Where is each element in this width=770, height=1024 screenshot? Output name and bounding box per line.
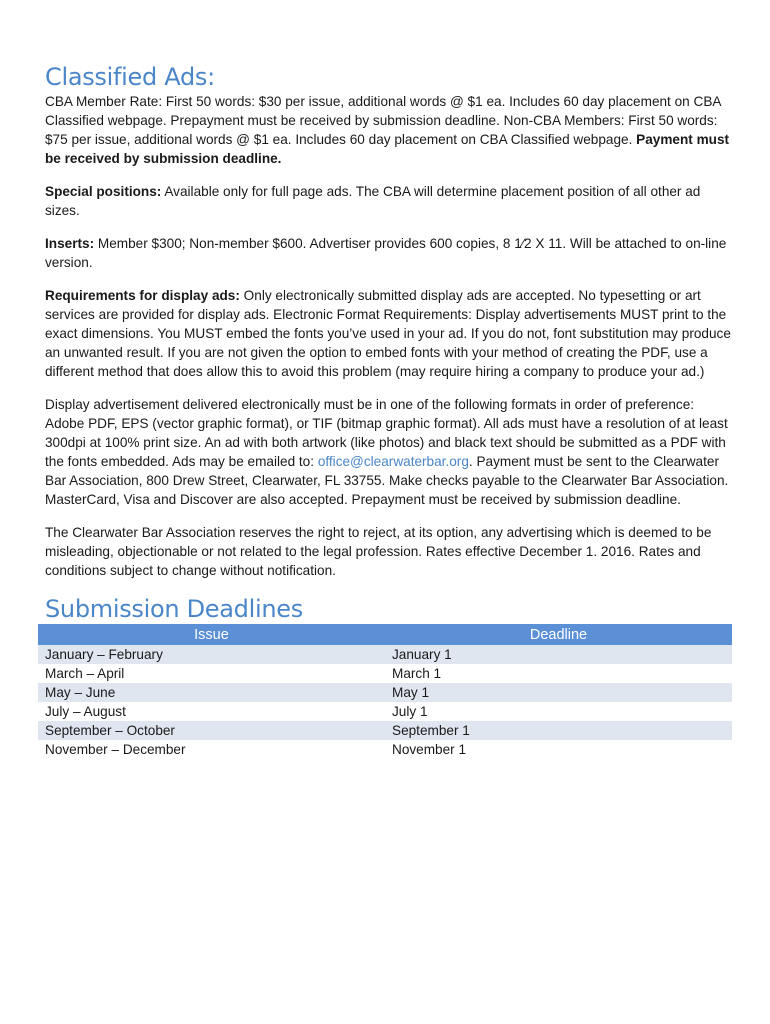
reserves-paragraph: The Clearwater Bar Association reserves the right to reject, at its option, any advertising which is deemed to be misleading, objectionable or not related to the legal profession. Rates effective December 1. 2016. Rates and conditions subject to change without notification.: [45, 525, 712, 578]
issue-cell: July – August: [38, 702, 385, 721]
submission-deadlines-title: Submission Deadlines: [45, 595, 303, 623]
issue-cell: January – February: [38, 645, 385, 664]
member-rate-text: CBA Member Rate: First 50 words: $30 per issue, additional words @ $1 ea. Includes 60 day placement on CBA Classified webpage. Prepayment must be received by submission deadline. Non-CBA Members: First 50 words: $75 per issue, additional words @ $1 ea. Includes 60 day placement on CBA Classified webpage.: [45, 94, 721, 147]
payment-notice: Payment must be received by submission deadline.: [45, 132, 730, 166]
document-page: [45, 62, 735, 759]
table-row: [38, 664, 732, 683]
requirements-paragraph: [45, 286, 735, 381]
requirements-label: Requirements for display ads:: [45, 288, 240, 303]
table-row: [38, 740, 732, 759]
issue-cell: November – December: [38, 740, 385, 759]
deadline-cell: March 1: [385, 664, 732, 683]
email-link[interactable]: office@clearwaterbar.org: [317, 454, 469, 469]
requirements-text: Only electronically submitted display ads are accepted. No typesetting or art services are provided for display ads. Electronic Format Requirements: Display advertisements MUST print to the exact dimensions. You MUST embed the fonts you’ve used in your ad. If you do not, font substitution may produce an unwanted result. If you are not given the option to embed fonts with your method of creating the PDF, use a different method that does allow this to avoid this problem (may require hiring a company to produce your ad.): [45, 288, 731, 379]
deadline-cell: May 1: [385, 683, 732, 702]
formats-text-before: Display advertisement delivered electronically must be in one of the following formats in order of preference: Adobe PDF, EPS (vector graphic format), or TIF (bitmap graphic format). All ads must have a resolution of at least 300dpi at 100% print size. An ad with both artwork (like photos) and black text should be submitted as a PDF with the fonts embedded. Ads may be emailed to:: [45, 397, 728, 469]
deadlines-header-row: [38, 624, 732, 645]
deadline-cell: September 1: [385, 721, 732, 740]
header-issue: Issue: [38, 624, 385, 645]
formats-text-after: . Payment must be sent to the Clearwater Bar Association, 800 Drew Street, Clearwater, FL 33755. Make checks payable to the Clearwater Bar Association. MasterCard, Visa and Discover are also accepted. Prepayment must be received by submission deadline.: [45, 454, 729, 507]
header-deadline: Deadline: [385, 624, 732, 645]
table-row: [38, 645, 732, 664]
deadline-cell: November 1: [385, 740, 732, 759]
inserts-text: Member $300; Non-member $600. Advertiser provides 600 copies, 8 1⁄2 X 11. Will be attached to on-line version.: [45, 236, 727, 270]
inserts-paragraph: [45, 234, 735, 272]
special-positions-paragraph: [45, 182, 735, 220]
member-rate-paragraph: [45, 92, 735, 168]
issue-cell: March – April: [38, 664, 385, 683]
formats-paragraph: [45, 395, 735, 509]
special-positions-label: Special positions:: [45, 184, 162, 199]
deadline-cell: July 1: [385, 702, 732, 721]
table-row: [38, 721, 732, 740]
deadline-cell: January 1: [385, 645, 732, 664]
deadlines-table: [38, 624, 732, 759]
special-positions-text: Available only for full page ads. The CBA will determine placement position of all other ad sizes.: [45, 184, 701, 218]
inserts-label: Inserts:: [45, 236, 95, 251]
table-row: [38, 683, 732, 702]
issue-cell: September – October: [38, 721, 385, 740]
classified-ads-title: Classified Ads:: [45, 63, 215, 91]
issue-cell: May – June: [38, 683, 385, 702]
table-row: [38, 702, 732, 721]
